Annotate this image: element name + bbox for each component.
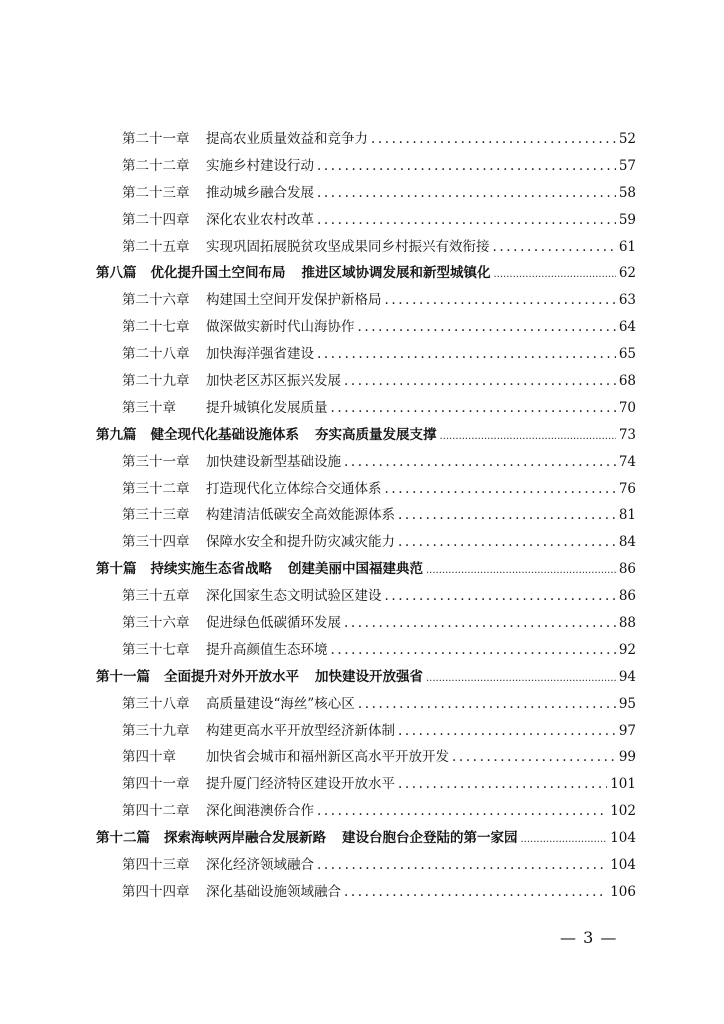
dot-leader [317, 180, 616, 207]
chapter-title: 加快省会城市和福州新区高水平开放开发 [206, 749, 449, 766]
chapter-title: 深化闽港澳侨合作 [206, 803, 314, 820]
part-title-sub: 加快建设开放强省 [315, 668, 423, 685]
chapter-title: 加快老区苏区振兴发展 [206, 373, 341, 390]
chapter-title: 推动城乡融合发展 [206, 184, 314, 201]
toc-entry [96, 879, 636, 906]
dot-leader [344, 879, 607, 906]
page-number: 70 [618, 399, 636, 416]
part-number: 第九篇 [96, 426, 137, 443]
chapter-title: 构建清洁低碳安全高效能源体系 [206, 507, 395, 524]
page-number: 52 [618, 131, 636, 147]
dot-leader [331, 395, 616, 422]
page-number: 65 [618, 346, 636, 363]
chapter-title: 构建国土空间开发保护新格局 [206, 292, 382, 309]
toc-entry [96, 449, 636, 476]
chapter-number: 第三十一章 [122, 453, 190, 470]
part-title-sub: 夯实高质量发展支撑 [315, 426, 437, 443]
part-title [164, 664, 423, 691]
chapter-title: 提升厦门经济特区建设开放水平 [206, 776, 395, 793]
dot-leader [385, 476, 616, 503]
page-number: 99 [618, 749, 636, 766]
chapter-title: 深化经济领域融合 [206, 857, 314, 874]
part-title [164, 825, 518, 852]
dot-leader [398, 718, 616, 745]
chapter-number: 第二十三章 [122, 184, 190, 201]
toc-entry [96, 234, 636, 261]
toc-entry [96, 126, 636, 153]
dot-leader [493, 234, 616, 261]
page-number: 81 [618, 507, 636, 524]
toc-entry [96, 180, 636, 207]
page-number: 58 [618, 184, 636, 201]
toc-entry [96, 529, 636, 556]
chapter-number: 第二十二章 [122, 157, 190, 174]
chapter-title: 打造现代化立体综合交通体系 [206, 480, 382, 497]
toc-entry [96, 610, 636, 637]
toc-part-entry [96, 422, 636, 449]
chapter-number: 第二十九章 [122, 373, 190, 390]
page-number: 102 [610, 803, 636, 820]
page-number: 104 [610, 830, 636, 847]
page-number: 63 [618, 292, 636, 309]
dot-leader [452, 744, 616, 771]
chapter-number: 第四十一章 [122, 776, 190, 793]
chapter-number: 第二十一章 [122, 131, 190, 147]
toc-entry [96, 718, 636, 745]
toc-entry [96, 341, 636, 368]
part-number: 第八篇 [96, 265, 137, 282]
dot-leader [426, 558, 616, 585]
chapter-number: 第二十六章 [122, 292, 190, 309]
dot-leader [371, 126, 616, 153]
chapter-title: 保障水安全和提升防灾减灾能力 [206, 534, 395, 551]
dot-leader [385, 583, 616, 610]
page-number: 92 [618, 641, 636, 658]
chapter-title: 提高农业质量效益和竞争力 [206, 131, 368, 147]
chapter-title: 深化农业农村改革 [206, 211, 314, 228]
dot-leader [331, 637, 616, 664]
chapter-number: 第二十八章 [122, 346, 190, 363]
chapter-number: 第三十八章 [122, 695, 190, 712]
chapter-number: 第二十四章 [122, 211, 190, 228]
toc-entry [96, 153, 636, 180]
dot-leader [344, 610, 616, 637]
chapter-number: 第四十四章 [122, 883, 190, 900]
dot-leader [344, 368, 616, 395]
toc-entry [96, 744, 636, 771]
toc-entry [96, 771, 636, 798]
chapter-number: 第三十二章 [122, 480, 190, 497]
page-number: 88 [618, 615, 636, 632]
toc-entry [96, 207, 636, 234]
chapter-title: 做深做实新时代山海协作 [206, 319, 355, 336]
dot-leader [317, 207, 616, 234]
dot-leader [317, 153, 616, 180]
chapter-title: 深化基础设施领域融合 [206, 883, 341, 900]
part-title-main: 优化提升国土空间布局 [150, 265, 286, 282]
page-footer-number: — 3 — [560, 928, 618, 947]
page-number: 64 [618, 319, 636, 336]
chapter-number: 第四十章 [122, 749, 176, 766]
page-number: 74 [618, 453, 636, 470]
part-title [151, 422, 437, 449]
chapter-number: 第三十章 [122, 399, 176, 416]
part-title [151, 556, 424, 583]
toc-part-entry [96, 556, 636, 583]
chapter-number: 第四十二章 [122, 803, 190, 820]
toc-entry [96, 502, 636, 529]
toc-entry [96, 368, 636, 395]
page-number: 73 [618, 426, 636, 443]
part-title-main: 持续实施生态省战略 [150, 561, 272, 578]
chapter-title: 深化国家生态文明试验区建设 [206, 588, 382, 605]
page-number: 61 [618, 238, 636, 255]
toc-entry [96, 287, 636, 314]
chapter-title: 高质量建设“海丝”核心区 [206, 695, 355, 712]
part-title-main: 全面提升对外开放水平 [164, 668, 299, 685]
toc-entry [96, 637, 636, 664]
toc-part-entry [96, 260, 636, 287]
part-number: 第十篇 [96, 561, 137, 578]
page-number: 62 [618, 265, 636, 282]
page-number: 59 [618, 211, 636, 228]
page-number: 106 [610, 883, 636, 900]
dot-leader [426, 666, 616, 693]
chapter-title: 实施乡村建设行动 [206, 157, 314, 174]
toc-entry [96, 314, 636, 341]
toc-part-entry [96, 664, 636, 691]
page-number: 86 [618, 561, 636, 578]
chapter-number: 第二十五章 [122, 238, 190, 255]
page-number: 94 [618, 668, 636, 685]
chapter-title: 加快建设新型基础设施 [206, 453, 341, 470]
chapter-number: 第三十七章 [122, 641, 190, 658]
part-title-sub: 建设台胞台企登陆的第一家园 [342, 830, 518, 847]
dot-leader [494, 262, 616, 289]
dot-leader [317, 341, 616, 368]
chapter-number: 第三十四章 [122, 534, 190, 551]
part-title [151, 260, 491, 287]
part-title-main: 健全现代化基础设施体系 [150, 426, 299, 443]
page-number: 97 [618, 722, 636, 739]
part-number: 第十二篇 [96, 830, 150, 847]
part-title-sub: 创建美丽中国福建典范 [288, 561, 423, 578]
toc-part-entry [96, 825, 636, 852]
dot-leader [317, 798, 607, 825]
dot-leader [521, 827, 608, 854]
part-number: 第十一篇 [96, 668, 150, 685]
chapter-number: 第三十三章 [122, 507, 190, 524]
toc-entry [96, 691, 636, 718]
chapter-title: 提升城镇化发展质量 [206, 399, 328, 416]
toc-entry [96, 583, 636, 610]
page-number: 95 [618, 695, 636, 712]
page-number: 86 [618, 588, 636, 605]
toc-entry [96, 852, 636, 879]
dot-leader [344, 449, 616, 476]
chapter-number: 第三十六章 [122, 615, 190, 632]
chapter-number: 第三十九章 [122, 722, 190, 739]
page-number: 57 [618, 157, 636, 174]
toc-entry [96, 476, 636, 503]
chapter-number: 第四十三章 [122, 857, 190, 874]
dot-leader [440, 424, 616, 451]
part-title-main: 探索海峡两岸融合发展新路 [164, 830, 326, 847]
chapter-number: 第三十五章 [122, 588, 190, 605]
chapter-title: 提升高颜值生态环境 [206, 641, 328, 658]
part-title-sub: 推进区域协调发展和新型城镇化 [301, 265, 491, 282]
dot-leader [317, 852, 607, 879]
chapter-title: 促进绿色低碳循环发展 [206, 615, 341, 632]
page-number: 76 [618, 480, 636, 497]
dot-leader [398, 502, 616, 529]
dot-leader [358, 691, 616, 718]
page-number: 104 [610, 857, 636, 874]
toc-entry [96, 395, 636, 422]
dot-leader [398, 771, 607, 798]
page-number: 84 [618, 534, 636, 551]
chapter-title: 实现巩固拓展脱贫攻坚成果同乡村振兴有效衔接 [206, 238, 490, 255]
dot-leader [358, 314, 616, 341]
chapter-title: 加快海洋强省建设 [206, 346, 314, 363]
table-of-contents [96, 126, 636, 906]
chapter-number: 第二十七章 [122, 319, 190, 336]
dot-leader [385, 287, 616, 314]
toc-entry [96, 798, 636, 825]
page-number: 101 [610, 776, 636, 793]
dot-leader [398, 529, 616, 556]
chapter-title: 构建更高水平开放型经济新体制 [206, 722, 395, 739]
page-number: 68 [618, 373, 636, 390]
